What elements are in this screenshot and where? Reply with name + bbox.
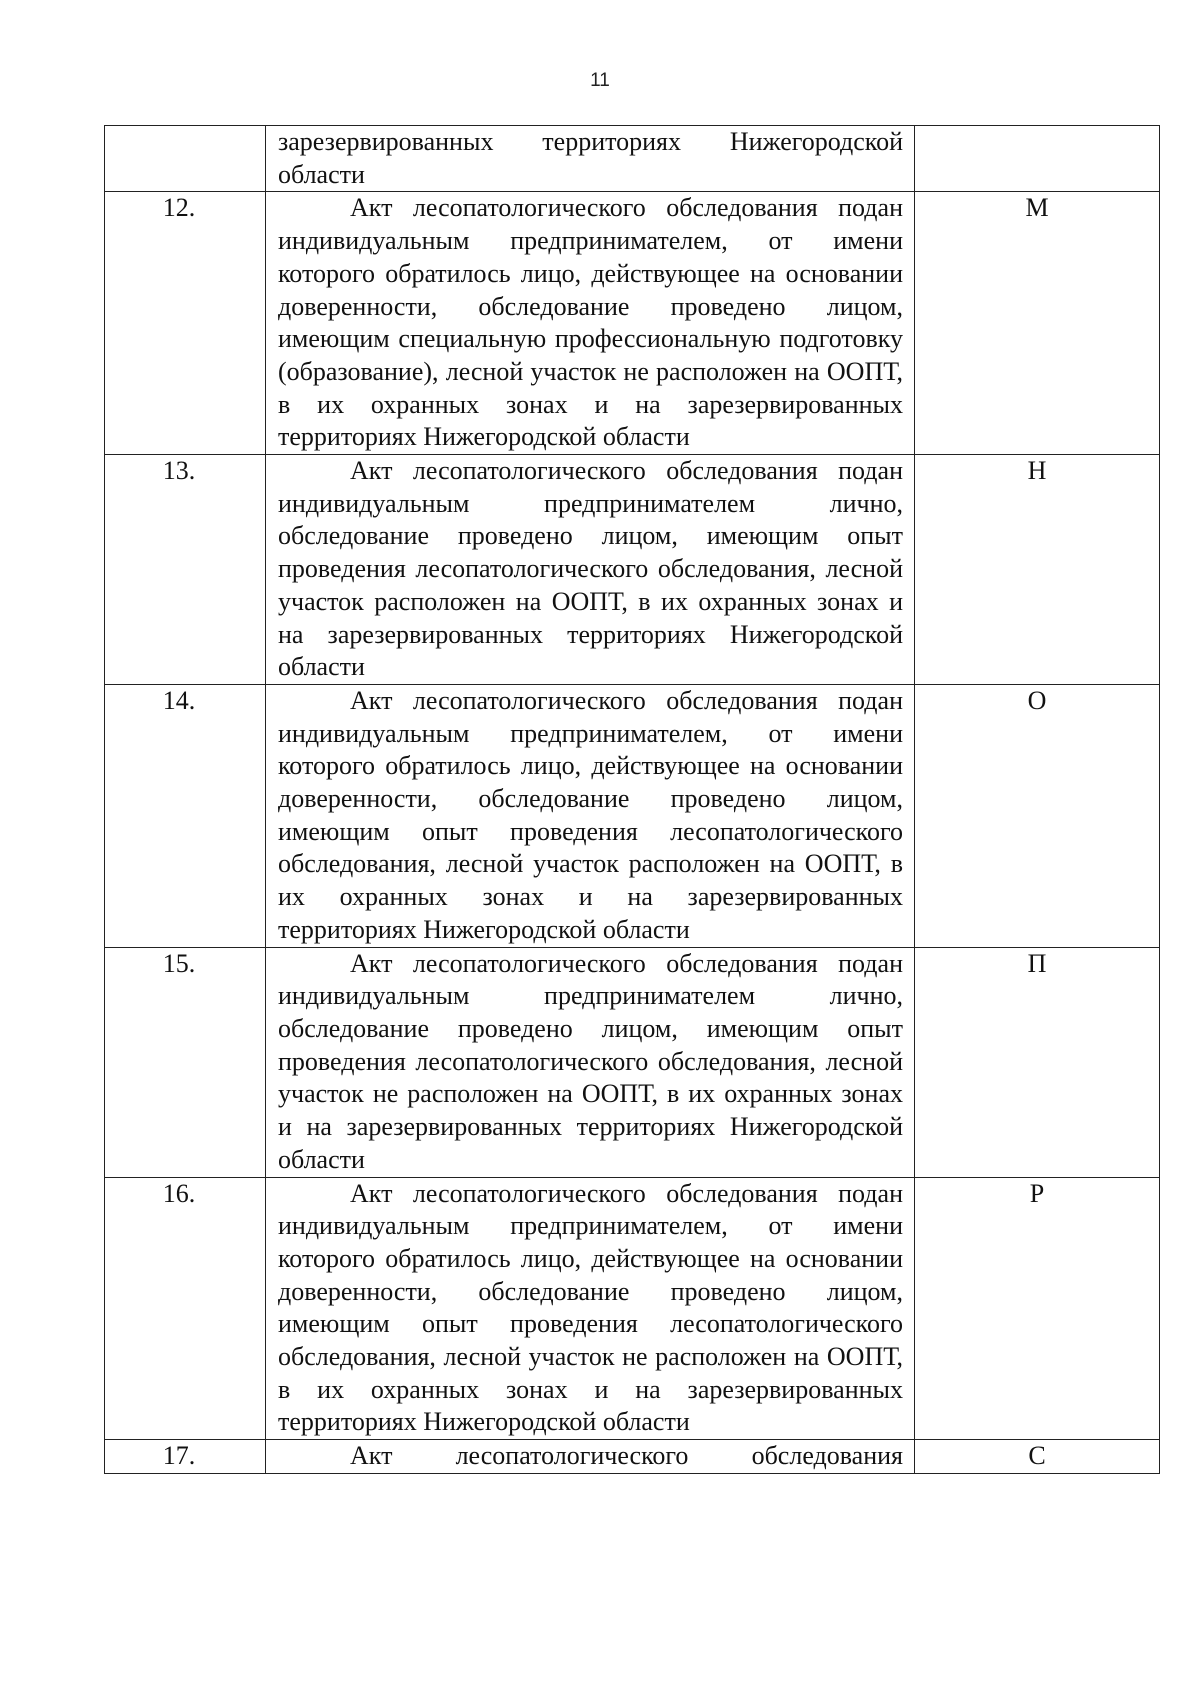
row-description — [266, 1440, 915, 1474]
row-description-text: Акт лесопатологического обследования подан индивидуальным предпринимателем, от имени которого обратилось лицо, действующее на основании доверенности, обследование проведено лицом, имеющим опыт проведения лесопатологического обследования, лесной участок не расположен на ООПТ, в их охранных зонах и на зарезервированных территориях Нижегородской области — [278, 1178, 903, 1437]
row-number: 14. — [105, 684, 266, 947]
table-row — [105, 947, 1160, 1177]
table-row — [105, 192, 1160, 455]
row-description — [266, 192, 915, 455]
row-description-text: Акт лесопатологического обследования подан индивидуальным предпринимателем, от имени которого обратилось лицо, действующее на основании доверенности, обследование проведено лицом, имеющим специальную профессиональную подготовку (образование), лесной участок не расположен на ООПТ, в их охранных зонах и на зарезервированных территориях Нижегородской области — [278, 193, 903, 452]
row-number — [105, 126, 266, 192]
row-code: С — [915, 1440, 1160, 1474]
row-code: П — [915, 947, 1160, 1177]
row-number: 13. — [105, 455, 266, 685]
row-description-text: Акт лесопатологического обследования подан индивидуальным предпринимателем, от имени которого обратилось лицо, действующее на основании доверенности, обследование проведено лицом, имеющим опыт проведения лесопатологического обследования, лесной участок расположен на ООПТ, в их охранных зонах и на зарезервированных территориях Нижегородской области — [278, 685, 903, 944]
row-number: 17. — [105, 1440, 266, 1474]
row-description-text: зарезервированных территориях Нижегородской области — [278, 127, 903, 189]
row-description-text: Акт лесопатологического обследования подан индивидуальным предпринимателем лично, обследование проведено лицом, имеющим опыт проведения лесопатологического обследования, лесной участок расположен на ООПТ, в их охранных зонах и на зарезервированных территориях Нижегородской области — [278, 456, 903, 682]
row-description — [266, 126, 915, 192]
row-number: 16. — [105, 1177, 266, 1440]
conditions-table — [104, 125, 1160, 1474]
table-row — [105, 1440, 1160, 1474]
row-code — [915, 126, 1160, 192]
table-row — [105, 126, 1160, 192]
table-row — [105, 455, 1160, 685]
row-code: М — [915, 192, 1160, 455]
row-code: Р — [915, 1177, 1160, 1440]
row-description — [266, 684, 915, 947]
table-row — [105, 684, 1160, 947]
row-description-text: Акт лесопатологического обследования подан индивидуальным предпринимателем лично, обследование проведено лицом, имеющим опыт проведения лесопатологического обследования, лесной участок не расположен на ООПТ, в их охранных зонах и на зарезервированных территориях Нижегородской области — [278, 948, 903, 1174]
row-code: Н — [915, 455, 1160, 685]
row-number: 12. — [105, 192, 266, 455]
row-description — [266, 1177, 915, 1440]
row-description — [266, 947, 915, 1177]
table-row — [105, 1177, 1160, 1440]
row-number: 15. — [105, 947, 266, 1177]
page-number: 11 — [590, 70, 610, 91]
row-description-text: Акт лесопатологического обследования — [350, 1441, 903, 1471]
row-description — [266, 455, 915, 685]
row-code: О — [915, 684, 1160, 947]
